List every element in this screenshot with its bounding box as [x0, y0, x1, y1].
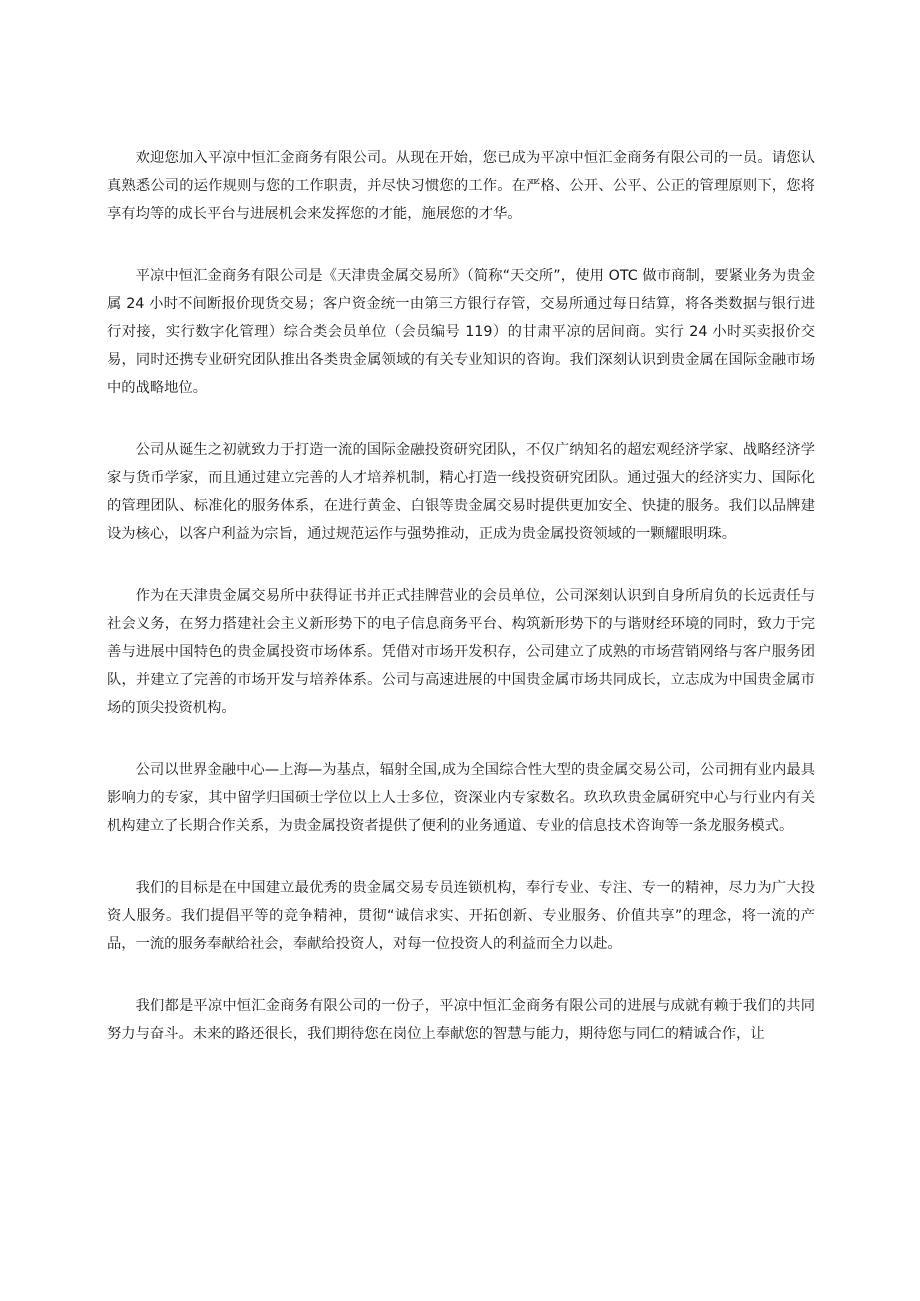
paragraph-research-team: 公司从诞生之初就致力于打造一流的国际金融投资研究团队，不仅广纳知名的超宏观经济学家、战略经济学家与货币学家，而且通过建立完善的人才培养机制，精心打造一线投资研究团队。通过强大的经济实力、国际化的管理团队、标准化的服务体系，在进行黄金、白银等贵金属交易时提供更加安全、快捷的服务。我们以品牌建设为核心，以客户利益为宗旨，通过规范运作与强势推动，正成为贵金属投资领域的一颗耀眼明珠。	[107, 442, 815, 542]
document-body	[107, 144, 815, 1082]
paragraph-member-unit: 作为在天津贵金属交易所中获得证书并正式挂牌营业的会员单位，公司深刻认识到自身所肩负的长远责任与社会义务，在努力搭建社会主义新形势下的电子信息商务平台、构筑新形势下的与谐财经环境的同时，致力于完善与进展中国特色的贵金属投资市场体系。凭借对市场开发积存，公司建立了成熟的市场营销网络与客户服务团队，并建立了完善的市场开发与培养体系。公司与高速进展的中国贵金属市场共同成长，立志成为中国贵金属市场的顶尖投资机构。	[107, 588, 815, 716]
paragraph-welcome: 欢迎您加入平凉中恒汇金商务有限公司。从现在开始，您已成为平凉中恒汇金商务有限公司的一员。请您认真熟悉公司的运作规则与您的工作职责，并尽快习惯您的工作。在严格、公开、公平、公正的管理原则下，您将享有均等的成长平台与进展机会来发挥您的才能，施展您的才华。	[107, 150, 815, 222]
paragraph-shanghai-base: 公司以世界金融中心—上海—为基点，辐射全国,成为全国综合性大型的贵金属交易公司，公司拥有业内最具影响力的专家，其中留学归国硕士学位以上人士多位，资深业内专家数名。玖玖玖贵金属研究中心与行业内有关机构建立了长期合作关系，为贵金属投资者提供了便利的业务通道、专业的信息技术咨询等一条龙服务模式。	[107, 762, 815, 834]
paragraph-closing: 我们都是平凉中恒汇金商务有限公司的一份子，平凉中恒汇金商务有限公司的进展与成就有赖于我们的共同努力与奋斗。未来的路还很长，我们期待您在岗位上奉献您的智慧与能力，期待您与同仁的精诚合作，让	[107, 998, 815, 1042]
paragraph-company-intro: 平凉中恒汇金商务有限公司是《天津贵金属交易所》（简称“天交所”，使用 OTC 做市商制，要紧业务为贵金属 24 小时不间断报价现货交易；客户资金统一由第三方银行存管，交易所通过每日结算，将各类数据与银行进行对接，实行数字化管理）综合类会员单位（会员编号 119）的甘肃平凉的居间商。实行 24 小时买卖报价交易，同时还携专业研究团队推出各类贵金属领域的有关专业知识的咨询。我们深刻认识到贵金属在国际金融市场中的战略地位。	[107, 268, 815, 396]
paragraph-goals: 我们的目标是在中国建立最优秀的贵金属交易专员连锁机构，奉行专业、专注、专一的精神，尽力为广大投资人服务。我们提倡平等的竞争精神，贯彻“诚信求实、开拓创新、专业服务、价值共享”的理念，将一流的产品，一流的服务奉献给社会，奉献给投资人，对每一位投资人的利益而全力以赴。	[107, 880, 815, 952]
